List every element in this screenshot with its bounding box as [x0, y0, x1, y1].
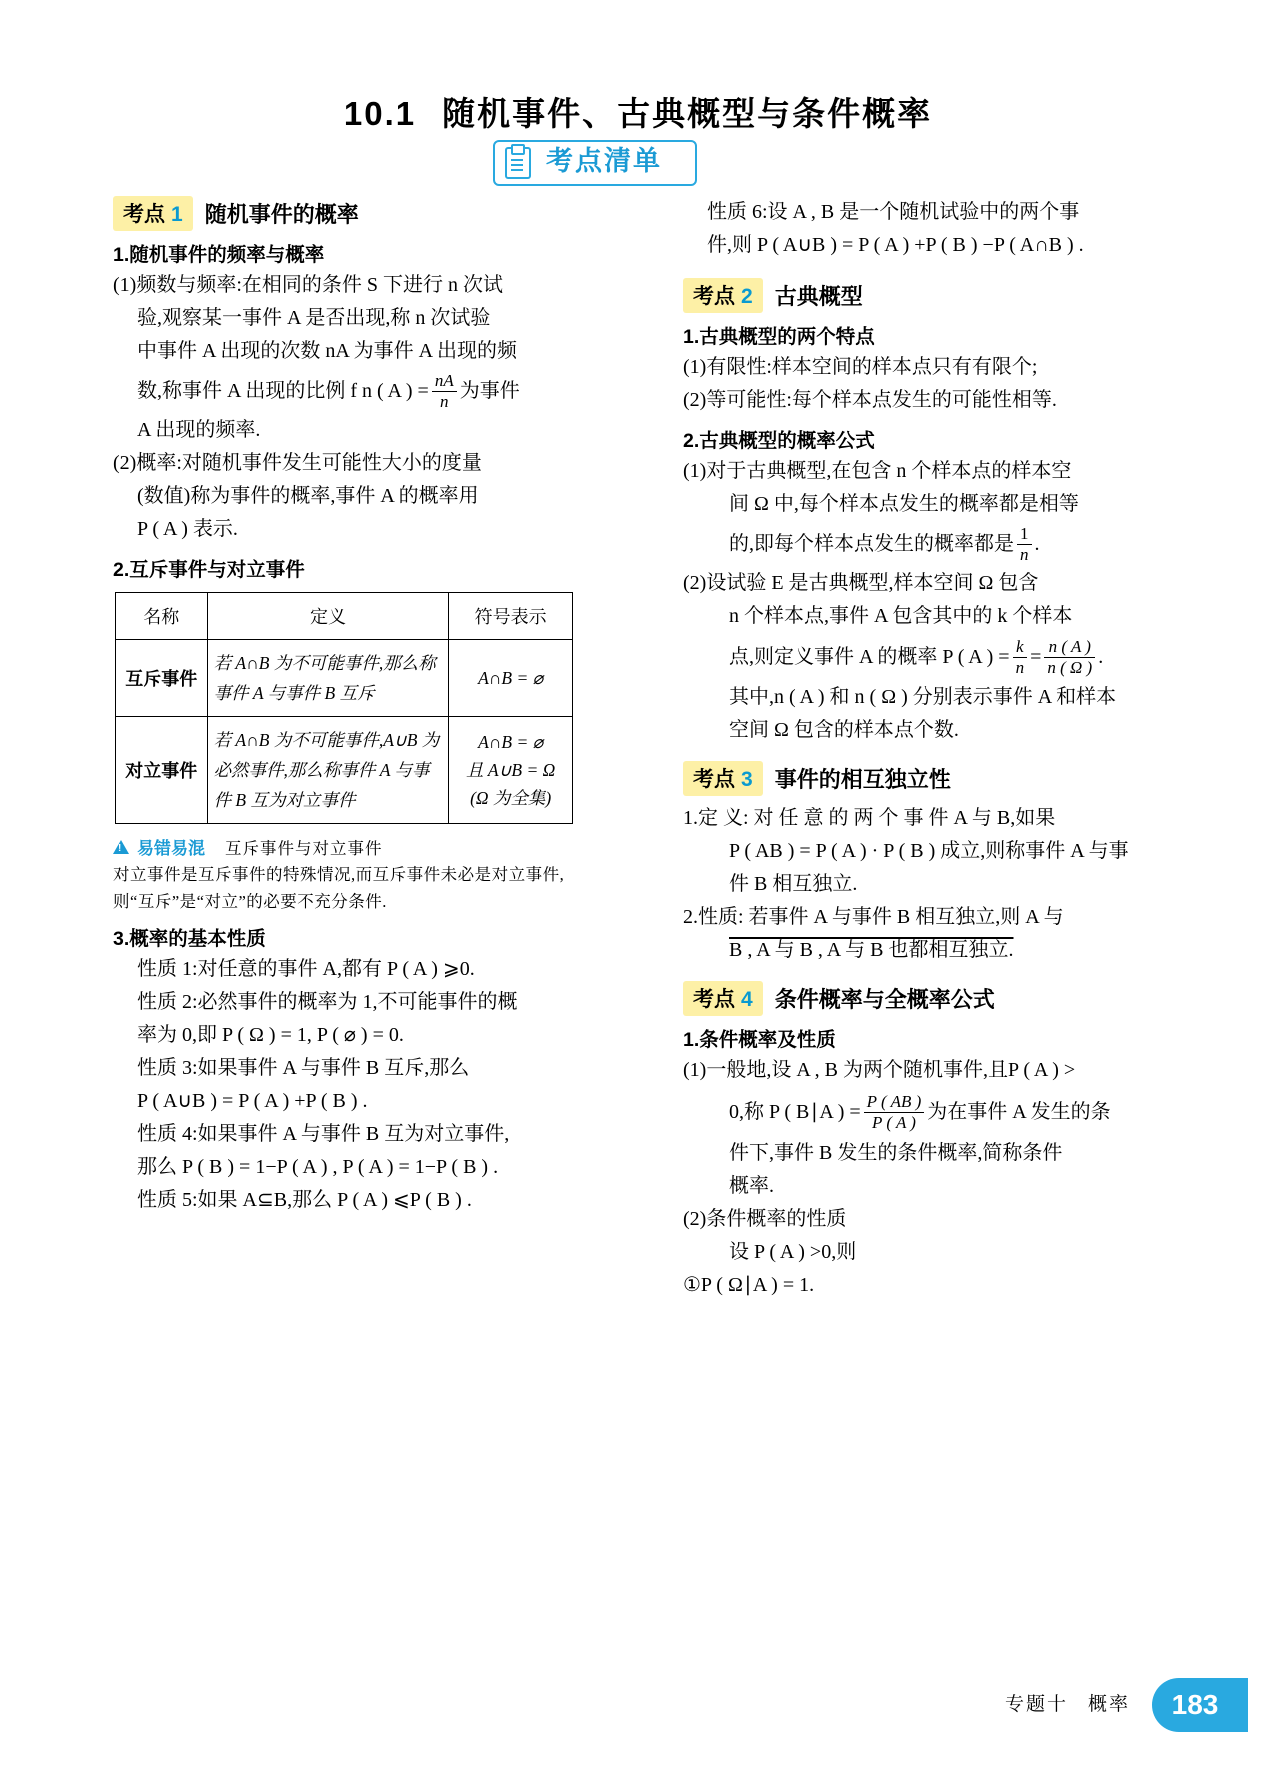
section-heading-1: [113, 196, 579, 231]
table-header-definition: 定义: [207, 593, 449, 640]
kaodian-tag-3: 考点 3: [683, 761, 763, 796]
paragraph: 设 P ( A ) >0,则: [729, 1241, 857, 1263]
paragraph: 件,则 P ( A∪B ) = P ( A ) +P ( B ) −P ( A∩B ) .: [707, 234, 1084, 256]
paragraph-with-fraction: [729, 1087, 1149, 1137]
paragraph: (2)设试验 E 是古典概型,样本空间 Ω 包含: [683, 572, 1039, 594]
paragraph: 1.定 义: 对 任 意 的 两 个 事 件 A 与 B,如果: [683, 807, 1056, 829]
tip-body: 对立事件是互斥事件的特殊情况,而互斥事件未必是对立事件,则“互斥”是“对立”的必要不充分条件.: [113, 865, 565, 911]
paragraph: P ( A∪B ) = P ( A ) +P ( B ) .: [137, 1090, 368, 1112]
text-before-fraction: 点,则定义事件 A 的概率 P ( A ) =: [729, 646, 1010, 668]
right-column: [683, 196, 1149, 1302]
paragraph: n 个样本点,事件 A 包含其中的 k 个样本: [729, 605, 1073, 627]
paragraph: 件 B 相互独立.: [729, 873, 858, 895]
kaodian-tag-4: 考点 4: [683, 981, 763, 1016]
paragraph-with-two-fractions: [729, 633, 1149, 681]
subheading-2-1: 1.古典概型的两个特点: [683, 326, 875, 348]
footer-text: [1005, 1689, 1130, 1716]
fraction: $\frac{1}{n}$: [1017, 524, 1032, 564]
row-symbol: A∩B = ⌀ 且 A∪B = Ω (Ω 为全集): [449, 717, 573, 824]
paragraph: P ( A ) 表示.: [137, 518, 238, 540]
paragraph: (1)一般地,设 A , B 为两个随机事件,且P ( A ) >: [683, 1059, 1076, 1081]
paragraph: 性质 1:对任意的事件 A,都有 P ( A ) ⩾0.: [137, 958, 475, 980]
section-heading-3: [683, 761, 1149, 796]
tip-label: 易错易混: [137, 839, 205, 858]
kaodian-tag-2: 考点 2: [683, 278, 763, 313]
paragraph: 间 Ω 中,每个样本点发生的概率都是相等: [729, 493, 1079, 515]
row-name: 互斥事件: [116, 640, 208, 717]
paragraph: (2)概率:对随机事件发生可能性大小的度量: [113, 452, 482, 474]
tip-header: [113, 834, 579, 859]
paragraph: (1)频数与频率:在相同的条件 S 下进行 n 次试: [113, 274, 503, 296]
paragraph: 性质 3:如果事件 A 与事件 B 互斥,那么: [137, 1057, 470, 1079]
paragraph: 验,观察某一事件 A 是否出现,称 n 次试验: [137, 307, 491, 329]
fraction: $\frac{P ( AB )}{P ( A )}$: [864, 1092, 925, 1132]
text-after-fraction: 为在事件 A 发生的条: [927, 1101, 1111, 1123]
kaodian-title-4: 条件概率与全概率公式: [774, 987, 995, 1012]
table-header-name: 名称: [116, 593, 208, 640]
paragraph-with-overline: [729, 934, 1149, 967]
subheading-1-2: 2.互斥事件与对立事件: [113, 559, 305, 581]
paragraph-with-fraction: [137, 368, 579, 414]
row-definition: 若 A∩B 为不可能事件,那么称事件 A 与事件 B 互斥: [207, 640, 449, 717]
text-before-fraction: 数,称事件 A 出现的比例 f n ( A ) =: [137, 380, 429, 402]
text-before-fraction: 的,即每个样本点发生的概率都是: [729, 533, 1014, 555]
table-header-row: [116, 593, 573, 640]
table-row: [116, 717, 573, 824]
footer-chapter: 专题十: [1004, 1694, 1068, 1715]
fraction: $\frac{nA}{n}$: [432, 371, 457, 411]
tip-subtitle: 互斥事件与对立事件: [225, 839, 383, 858]
paragraph: 其中,n ( A ) 和 n ( Ω ) 分别表示事件 A 和样本: [729, 686, 1117, 708]
section-number: 10.1: [343, 95, 417, 132]
equals-sign: =: [1030, 646, 1042, 668]
paragraph: 概率.: [729, 1175, 774, 1197]
banner-label: 考点清单: [546, 146, 662, 176]
text-after-fraction: 为事件: [459, 380, 520, 402]
subheading-1-3: 3.概率的基本性质: [113, 928, 266, 950]
warning-tip-box: [113, 834, 579, 915]
paragraph: P ( AB ) = P ( A ) · P ( B ) 成立,则称事件 A 与事: [729, 840, 1129, 862]
warning-icon: [113, 840, 129, 854]
paragraph: 性质 6:设 A , B 是一个随机试验中的两个事: [707, 201, 1080, 223]
paragraph: (1)对于古典概型,在包含 n 个样本点的样本空: [683, 460, 1072, 482]
paragraph: (1)有限性:样本空间的样本点只有有限个;: [683, 356, 1038, 378]
subheading-1-1: 1.随机事件的频率与概率: [113, 244, 325, 266]
row-symbol: A∩B = ⌀: [449, 640, 573, 717]
paragraph-with-fraction: [729, 521, 1149, 567]
left-column: [113, 196, 579, 1217]
page-footer: [0, 1678, 1276, 1732]
footer-topic: 概率: [1087, 1694, 1130, 1715]
section-title: 随机事件、古典概型与条件概率: [442, 95, 933, 132]
table-row: [116, 640, 573, 717]
row-name: 对立事件: [116, 717, 208, 824]
section-heading-4: [683, 981, 1149, 1016]
paragraph: 空间 Ω 包含的样本点个数.: [729, 719, 959, 741]
overlined-text: B , A 与 B , A 与 B 也都相互独立.: [729, 939, 1014, 961]
paragraph: 中事件 A 出现的次数 nA 为事件 A 出现的频: [137, 340, 518, 362]
table-header-symbol: 符号表示: [449, 593, 573, 640]
paragraph: 件下,事件 B 发生的条件概率,简称条件: [729, 1142, 1063, 1164]
paragraph: 2.性质: 若事件 A 与事件 B 相互独立,则 A 与: [683, 906, 1064, 928]
kaodian-title-1: 随机事件的概率: [204, 202, 359, 227]
kaodian-title-2: 古典概型: [774, 284, 863, 309]
mutually-exclusive-table: [115, 592, 573, 824]
paragraph: 性质 2:必然事件的概率为 1,不可能事件的概: [137, 991, 518, 1013]
paragraph: 性质 4:如果事件 A 与事件 B 互为对立事件,: [137, 1123, 510, 1145]
paragraph: (2)条件概率的性质: [683, 1208, 847, 1230]
kaodian-tag-1: 考点 1: [113, 196, 193, 231]
subheading-2-2: 2.古典概型的概率公式: [683, 430, 875, 452]
kaodian-title-3: 事件的相互独立性: [774, 767, 951, 792]
paragraph: (2)等可能性:每个样本点发生的可能性相等.: [683, 389, 1057, 411]
kaodian-qingdan-banner: [493, 140, 693, 184]
text-after-fraction: .: [1034, 533, 1040, 555]
paragraph: 性质 5:如果 A⊆B,那么 P ( A ) ⩽P ( B ) .: [137, 1189, 472, 1211]
subheading-4-1: 1.条件概率及性质: [683, 1029, 836, 1051]
page-number-badge: 183: [1152, 1678, 1248, 1732]
row-definition: 若 A∩B 为不可能事件,A∪B 为必然事件,那么称事件 A 与事件 B 互为对立事件: [207, 717, 449, 824]
text-after-fraction: .: [1098, 646, 1104, 668]
section-heading-2: [683, 278, 1149, 313]
fraction-left: $\frac{k}{n}$: [1013, 637, 1028, 677]
paragraph: 那么 P ( B ) = 1−P ( A ) , P ( A ) = 1−P ( B ) .: [137, 1156, 499, 1178]
fraction-right: $\frac{n ( A )}{n ( \Omega )}$: [1044, 637, 1095, 677]
text-before-fraction: 0,称 P ( B∣A ) =: [729, 1101, 861, 1123]
paragraph: (数值)称为事件的概率,事件 A 的概率用: [137, 485, 479, 507]
paragraph: 率为 0,即 P ( Ω ) = 1, P ( ⌀ ) = 0.: [137, 1024, 404, 1046]
paragraph: A 出现的频率.: [137, 419, 261, 441]
page-title: [0, 88, 1276, 135]
paragraph: ①P ( Ω∣A ) = 1.: [683, 1274, 815, 1296]
